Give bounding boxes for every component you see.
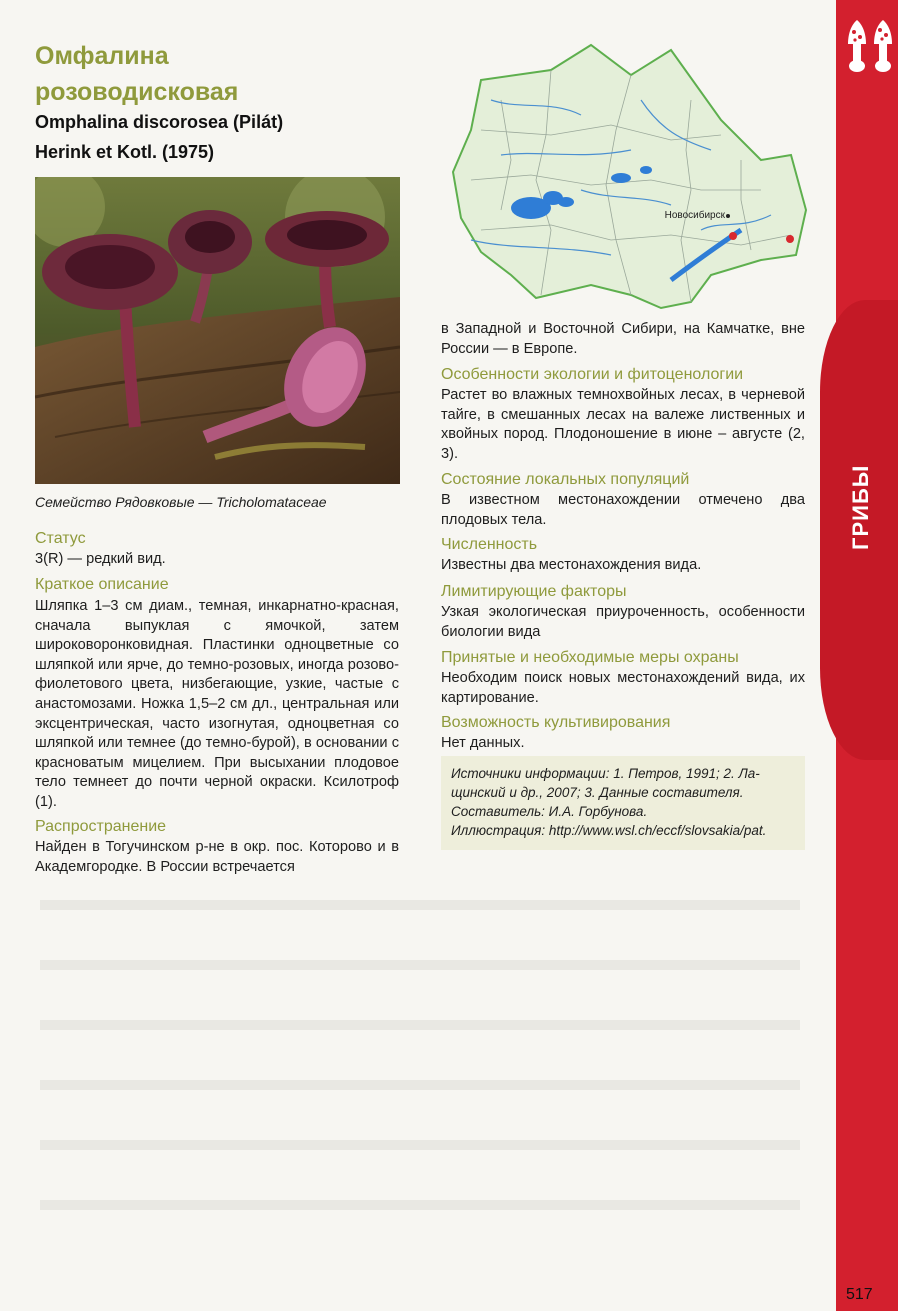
side-tab-label: ГРИБЫ <box>848 464 873 550</box>
compiler-line: Составитель: И.А. Горбунова. <box>451 804 648 819</box>
ghost-line <box>40 900 800 910</box>
description-heading: Краткое описание <box>35 576 169 593</box>
ecology-text: Растет во влажных темнохвойных лесах, в черневой тайге, в смешанных лесах на валеже лиственных и хвойных пород. Плодоношение в июне – августе (2, 3). <box>441 387 805 462</box>
sources-line: Источники информации: 1. Петров, 1991; 2. Ла- <box>451 766 760 781</box>
ghost-line <box>40 1200 800 1210</box>
ghost-line <box>40 1080 800 1090</box>
status-heading: Статус <box>35 530 86 547</box>
ecology-heading: Особенности экологии и фитоценологии <box>441 366 744 383</box>
cultivation-heading: Возможность культивирования <box>441 714 671 731</box>
title-russian-line2: розоводисковая <box>35 78 239 106</box>
limiting-factors-text: Узкая экологическая приуроченность, особенности биологии вида <box>441 604 805 640</box>
ghost-line <box>40 1140 800 1150</box>
title-russian-line1: Омфалина <box>35 42 169 70</box>
title-latin-line2: Herink et Kotl. (1975) <box>35 142 215 162</box>
map-city-label: Новосибирск <box>664 210 725 221</box>
title-latin-line1: Omphalina discorosea (Pilát) <box>35 112 284 132</box>
populations-heading: Состояние локальных популяций <box>441 471 690 488</box>
ghost-line <box>40 1020 800 1030</box>
mushroom-icon <box>872 18 894 74</box>
protection-text: Необходим поиск новых местонахождений вида, их картирование. <box>441 670 805 706</box>
cultivation-text: Нет данных. <box>441 735 525 751</box>
abundance-text: Известны два местонахождения вида. <box>441 557 702 573</box>
mushroom-icon <box>846 18 868 74</box>
protection-heading: Принятые и необходимые меры охраны <box>441 649 739 666</box>
mushroom-photo <box>35 177 400 484</box>
location-marker <box>729 232 737 240</box>
page-number: 517 <box>846 1286 873 1303</box>
populations-text: В известном местонахождении отмечено два плодовых тела. <box>441 492 805 528</box>
illustration-line: Иллюстрация: http://www.wsl.ch/eccf/slovsakia/pat. <box>451 823 767 838</box>
description-text: Шляпка 1–3 см диам., темная, инкарнатно-красная, сначала выпуклая с ямочкой, затем широковоронковидная. Пластинки одноцветные со шляпкой или ярче, до темно-розовых, иногда розово-фиолетового цвета, низбегающие, узкие, частые с анастомозами. Ножка 1,5–2 см дл., центральная или эксцентрическая, часто изогнутая, одноцветная со шляпкой или темнее (до темно-бурой), в основании с красноватым мицелием. При высыхании плодовое тело темнеет до почти черной окраски. Ксилотроф (1). <box>35 598 399 810</box>
status-text: 3(R) — редкий вид. <box>35 551 166 567</box>
ghost-line <box>40 960 800 970</box>
sources-line: щинский и др., 2007; 3. Данные составителя. <box>451 785 744 800</box>
abundance-heading: Численность <box>441 536 538 553</box>
distribution-map <box>441 40 821 312</box>
distribution-text: Найден в Тогучинском р-не в окр. пос. Которово и в Академгородке. В России встречается <box>35 839 399 875</box>
limiting-factors-heading: Лимитирующие факторы <box>441 583 627 600</box>
location-marker <box>786 235 794 243</box>
distribution-heading: Распространение <box>35 818 167 835</box>
photo-caption: Семейство Рядовковые — Tricholomataceae <box>35 494 327 510</box>
sources-box <box>441 756 805 850</box>
distribution-continuation: в Западной и Восточной Сибири, на Камчатке, вне России — в Европе. <box>441 321 805 357</box>
